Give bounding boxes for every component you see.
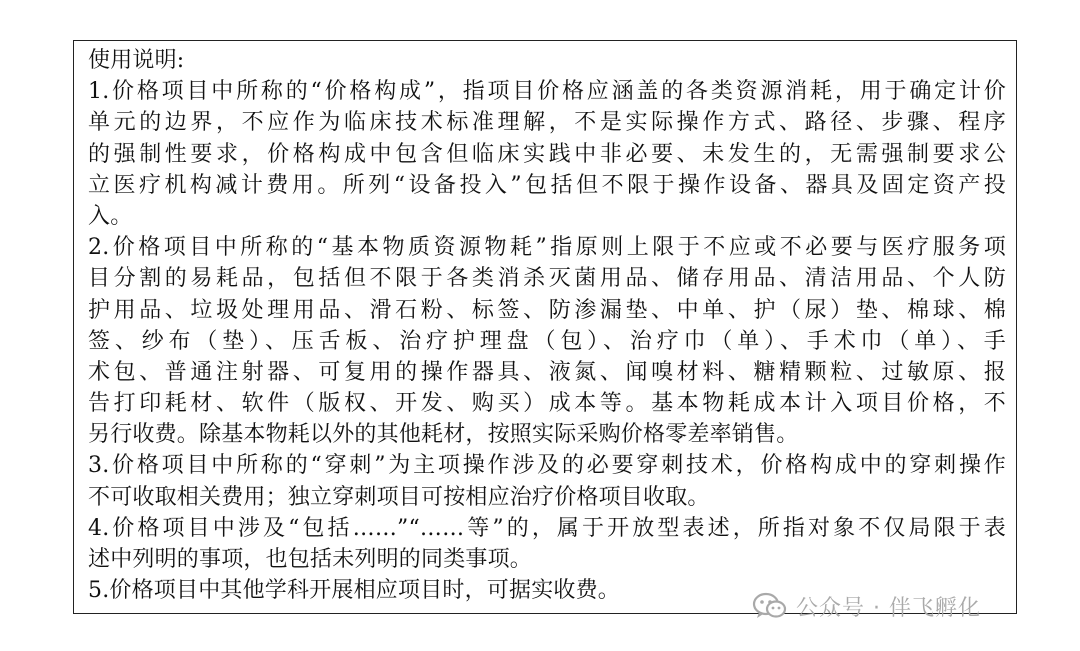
paragraph-line: 4.价格项目中涉及“包括……”“……等”的，属于开放型表述，所指对象不仅局限于表 <box>88 515 1006 541</box>
wechat-icon <box>752 592 788 620</box>
paragraph-line: 入。 <box>88 203 133 229</box>
paragraph-line: 目分割的易耗品，包括但不限于各类消杀灭菌用品、储存用品、清洁用品、个人防 <box>88 266 1006 292</box>
paragraph-line: 单元的边界，不应作为临床技术标准理解，不是实际操作方式、路径、步骤、程序 <box>88 110 1006 136</box>
paragraph-line: 术包、普通注射器、可复用的操作器具、液氮、闻嗅材料、糖精颗粒、过敏原、报 <box>88 359 1006 385</box>
paragraph-line: 不可收取相关费用；独立穿刺项目可按相应治疗价格项目收取。 <box>88 484 710 510</box>
instructions-heading: 使用说明: <box>88 48 185 73</box>
paragraph-line: 立医疗机构减计费用。所列“设备投入”包括但不限于操作设备、器具及固定资产投 <box>88 172 1006 198</box>
paragraph-line: 另行收费。除基本物耗以外的其他耗材，按照实际采购价格零差率销售。 <box>88 422 799 448</box>
watermark <box>752 588 981 624</box>
watermark-text: 公众号 · 伴飞孵化 <box>796 595 981 621</box>
paragraph-line: 3.价格项目中所称的“穿刺”为主项操作涉及的必要穿刺技术，价格构成中的穿刺操作 <box>88 453 1006 479</box>
paragraph-line: 签、纱布（垫）、压舌板、治疗护理盘（包）、治疗巾（单）、手术巾（单）、手 <box>88 328 1006 354</box>
paragraph-line: 1.价格项目中所称的“价格构成”，指项目价格应涵盖的各类资源消耗，用于确定计价 <box>88 79 1006 105</box>
paragraph-line: 2.价格项目中所称的“基本物质资源物耗”指原则上限于不应或不必要与医疗服务项 <box>88 235 1006 261</box>
paragraph-line: 5.价格项目中其他学科开展相应项目时，可据实收费。 <box>88 578 620 604</box>
paragraph-line: 护用品、垃圾处理用品、滑石粉、标签、防渗漏垫、中单、护（尿）垫、棉球、棉 <box>88 297 1006 323</box>
paragraph-line: 告打印耗材、软件（版权、开发、购买）成本等。基本物耗成本计入项目价格，不 <box>88 391 1006 417</box>
paragraph-line: 述中列明的事项，也包括未列明的同类事项。 <box>88 547 533 572</box>
instructions-box <box>73 40 1017 614</box>
paragraph-line: 的强制性要求，价格构成中包含但临床实践中非必要、未发生的，无需强制要求公 <box>88 141 1006 167</box>
